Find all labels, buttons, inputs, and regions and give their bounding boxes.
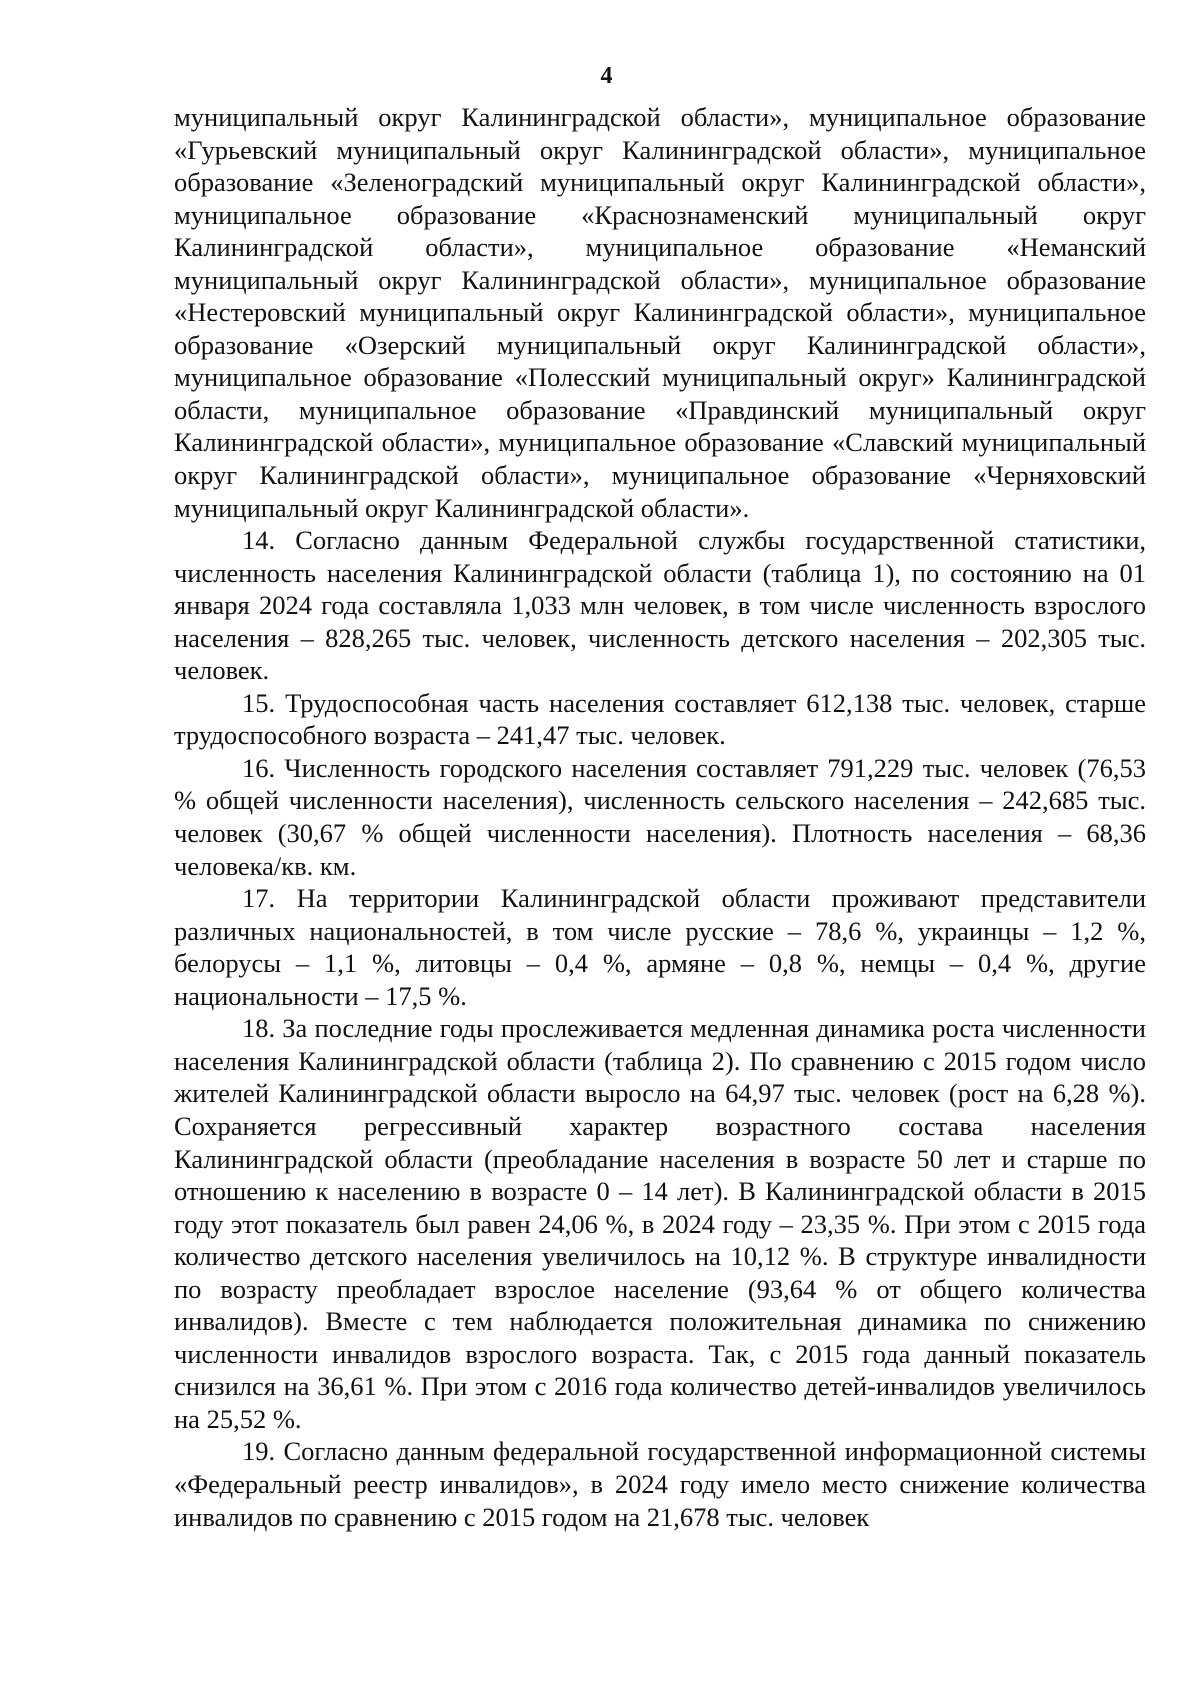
paragraph-19: 19. Согласно данным федеральной государственной информационной системы «Федеральный реестр инвалидов», в 2024 году имело место снижение количества инвалидов по сравнению с 2015 годом на 21,678 тыс. человек xyxy=(174,1436,1146,1532)
document-body xyxy=(174,101,1146,1533)
paragraph-15: 15. Трудоспособная часть населения составляет 612,138 тыс. человек, старше трудоспособного возраста – 241,47 тыс. человек. xyxy=(174,687,1146,751)
paragraph-continuation: муниципальный округ Калининградской области», муниципальное образование «Гурьевский муниципальный округ Калининградской области», муниципальное образование «Зеленоградский муниципальный округ Калининградской области», муниципальное образование «Краснознаменский муниципальный округ Калининградской области», муниципальное образование «Неманский муниципальный округ Калининградской области», муниципальное образование «Нестеровский муниципальный округ Калининградской области», муниципальное образование «Озерский муниципальный округ Калининградской области», муниципальное образование «Полесский муниципальный округ» Калининградской области, муниципальное образование «Правдинский муниципальный округ Калининградской области», муниципальное образование «Славский муниципальный округ Калининградской области», муниципальное образование «Черняховский муниципальный округ Калининградской области». xyxy=(174,102,1146,523)
paragraph-14: 14. Согласно данным Федеральной службы государственной статистики, численность населения Калининградской области (таблица 1), по состоянию на 01 января 2024 года составляла 1,033 млн человек, в том числе численность взрослого населения – 828,265 тыс. человек, численность детского населения – 202,305 тыс. человек. xyxy=(174,525,1146,686)
page-number: 4 xyxy=(600,63,613,89)
paragraph-18: 18. За последние годы прослеживается медленная динамика роста численности населения Калининградской области (таблица 2). По сравнению с 2015 годом число жителей Калининградской области выросло на 64,97 тыс. человек (рост на 6,28 %). Сохраняется регрессивный характер возрастного состава населения Калининградской области (преобладание населения в возрасте 50 лет и старше по отношению к населению в возрасте 0 – 14 лет). В Калининградской области в 2015 году этот показатель был равен 24,06 %, в 2024 году – 23,35 %. При этом с 2015 года количество детского населения увеличилось на 10,12 %. В структуре инвалидности по возрасту преобладает взрослое население (93,64 % от общего количества инвалидов). Вместе с тем наблюдается положительная динамика по снижению численности инвалидов взрослого возраста. Так, с 2015 года данный показатель снизился на 36,61 %. При этом с 2016 года количество детей-инвалидов увеличилось на 25,52 %. xyxy=(174,1013,1146,1434)
paragraph-17: 17. На территории Калининградской области проживают представители различных национальностей, в том числе русские – 78,6 %, украинцы – 1,2 %, белорусы – 1,1 %, литовцы – 0,4 %, армяне – 0,8 %, немцы – 0,4 %, другие национальности – 17,5 %. xyxy=(174,883,1146,1011)
paragraph-16: 16. Численность городского населения составляет 791,229 тыс. человек (76,53 % общей численности населения), численность сельского населения – 242,685 тыс. человек (30,67 % общей численности населения). Плотность населения – 68,36 человека/кв. км. xyxy=(174,752,1146,881)
